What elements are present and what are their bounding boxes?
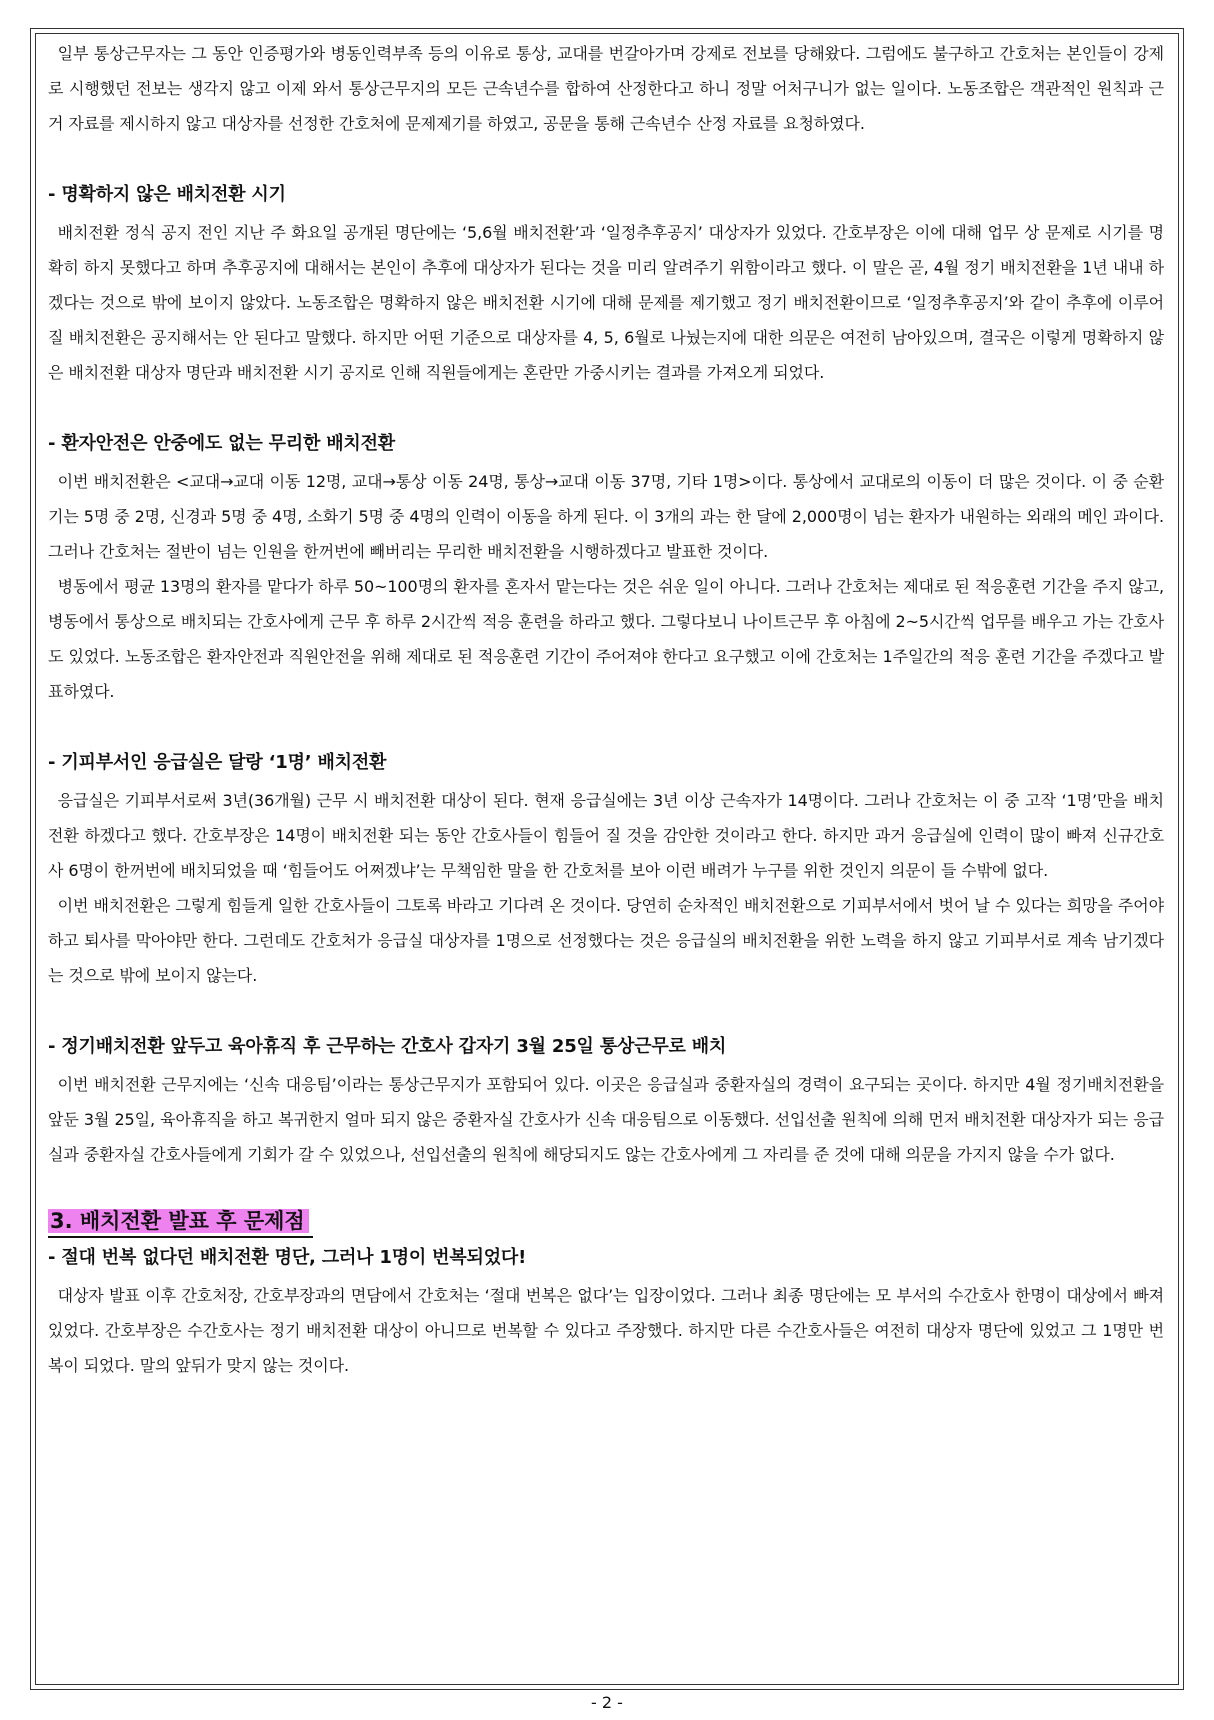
section-heading-emergency-room: - 기피부서인 응급실은 달랑 ‘1명’ 배치전환 <box>48 752 387 773</box>
intro-paragraph: 일부 통상근무자는 그 동안 인증평가와 병동인력부족 등의 이유로 통상, 교대를 번갈아가며 강제로 전보를 당해왔다. 그럼에도 불구하고 간호처는 본인들이 강제로 시행했던 전보는 생각지 않고 이제 와서 통상근무지의 모든 근속년수를 합하여 산정한다고 하니 정말 어처구니가 없는 일이다. 노동조합은 객관적인 원칙과 근거 자료를 제시하지 않고 대상자를 선정한 간호처에 문제제기를 하였고, 공문을 통해 근속년수 산정 자료를 요청하였다. <box>48 44 1164 133</box>
paragraph: 응급실은 기피부서로써 3년(36개월) 근무 시 배치전환 대상이 된다. 현재 응급실에는 3년 이상 근속자가 14명이다. 그러나 간호처는 이 중 고작 ‘1명’만을 배치전환 하겠다고 했다. 간호부장은 14명이 배치전환 되는 동안 간호사들이 힘들어 질 것을 감안한 것이라고 한다. 하지만 과거 응급실에 인력이 많이 빠져 신규간호사 6명이 한꺼번에 배치되었을 때 ‘힘들어도 어쩌겠냐’는 무책임한 말을 한 간호처를 보아 이런 배려가 누구를 위한 것인지 의문이 들 수밖에 없다. <box>48 791 1164 880</box>
section-heading-reversal: - 절대 번복 없다던 배치전환 명단, 그러나 1명이 번복되었다! <box>48 1247 527 1268</box>
document-body <box>48 36 1164 1383</box>
section-heading-unclear-timing: - 명확하지 않은 배치전환 시기 <box>48 184 286 205</box>
paragraph: 이번 배치전환은 <교대→교대 이동 12명, 교대→통상 이동 24명, 통상→교대 이동 37명, 기타 1명>이다. 통상에서 교대로의 이동이 더 많은 것이다. 이 중 순환기는 5명 중 2명, 신경과 5명 중 4명, 소화기 5명 중 4명의 인력이 이동을 하게 된다. 이 3개의 과는 한 달에 2,000명이 넘는 환자가 내원하는 외래의 메인 과이다. 그러나 간호처는 절반이 넘는 인원을 한꺼번에 빼버리는 무리한 배치전환을 시행하겠다고 발표한 것이다. <box>48 472 1164 561</box>
paragraph: 이번 배치전환은 그렇게 힘들게 일한 간호사들이 그토록 바라고 기다려 온 것이다. 당연히 순차적인 배치전환으로 기피부서에서 벗어 날 수 있다는 희망을 주어야 하고 퇴사를 막아야만 한다. 그런데도 간호처가 응급실 대상자를 1명으로 선정했다는 것은 응급실의 배치전환을 위한 노력을 하지 않고 기피부서로 계속 남기겠다는 것으로 밖에 보이지 않는다. <box>48 896 1164 985</box>
page-number: - 2 - <box>591 1693 623 1712</box>
section-3-title-text: 3. 배치전환 발표 후 문제점 <box>48 1209 309 1233</box>
section-3-title <box>48 1206 313 1238</box>
paragraph: 병동에서 평균 13명의 환자를 맡다가 하루 50~100명의 환자를 혼자서 맡는다는 것은 쉬운 일이 아니다. 그러나 간호처는 제대로 된 적응훈련 기간을 주지 않고, 병동에서 통상으로 배치되는 간호사에게 근무 후 하루 2시간씩 적응 훈련을 하라고 했다. 그렇다보니 나이트근무 후 아침에 2~5시간씩 업무를 배우고 가는 간호사도 있었다. 노동조합은 환자안전과 직원안전을 위해 제대로 된 적응훈련 기간이 주어져야 한다고 요구했고 이에 간호처는 1주일간의 적응 훈련 기간을 주겠다고 발표하였다. <box>48 577 1164 701</box>
section-heading-patient-safety: - 환자안전은 안중에도 없는 무리한 배치전환 <box>48 433 395 454</box>
section-heading-rapid-response: - 정기배치전환 앞두고 육아휴직 후 근무하는 간호사 갑자기 3월 25일 통상근무로 배치 <box>48 1036 727 1057</box>
paragraph: 배치전환 정식 공지 전인 지난 주 화요일 공개된 명단에는 ‘5,6월 배치전환’과 ‘일정추후공지’ 대상자가 있었다. 간호부장은 이에 대해 업무 상 문제로 시기를 명확히 하지 못했다고 하며 추후공지에 대해서는 본인이 추후에 대상자가 된다는 것을 미리 알려주기 위함이라고 했다. 이 말은 곧, 4월 정기 배치전환을 1년 내내 하겠다는 것으로 밖에 보이지 않았다. 노동조합은 명확하지 않은 배치전환 시기에 대해 문제를 제기했고 정기 배치전환이므로 ‘일정추후공지’와 같이 추후에 이루어질 배치전환은 공지해서는 안 된다고 말했다. 하지만 어떤 기준으로 대상자를 4, 5, 6월로 나눴는지에 대한 의문은 여전히 남아있으며, 결국은 이렇게 명확하지 않은 배치전환 대상자 명단과 배치전환 시기 공지로 인해 직원들에게는 혼란만 가중시키는 결과를 가져오게 되었다. <box>48 223 1164 382</box>
paragraph: 대상자 발표 이후 간호처장, 간호부장과의 면담에서 간호처는 ‘절대 번복은 없다’는 입장이었다. 그러나 최종 명단에는 모 부서의 수간호사 한명이 대상에서 빠져있었다. 간호부장은 수간호사는 정기 배치전환 대상이 아니므로 번복할 수 있다고 주장했다. 하지만 다른 수간호사들은 여전히 대상자 명단에 있었고 그 1명만 번복이 되었다. 말의 앞뒤가 맞지 않는 것이다. <box>48 1286 1164 1375</box>
paragraph: 이번 배치전환 근무지에는 ‘신속 대응팀’이라는 통상근무지가 포함되어 있다. 이곳은 응급실과 중환자실의 경력이 요구되는 곳이다. 하지만 4월 정기배치전환을 앞둔 3월 25일, 육아휴직을 하고 복귀한지 얼마 되지 않은 중환자실 간호사가 신속 대응팀으로 이동했다. 선입선출 원칙에 의해 먼저 배치전환 대상자가 되는 응급실과 중환자실 간호사들에게 기회가 갈 수 있었으나, 선입선출의 원칙에 해당되지도 않는 간호사에게 그 자리를 준 것에 대해 의문을 가지지 않을 수가 없다. <box>48 1075 1164 1164</box>
